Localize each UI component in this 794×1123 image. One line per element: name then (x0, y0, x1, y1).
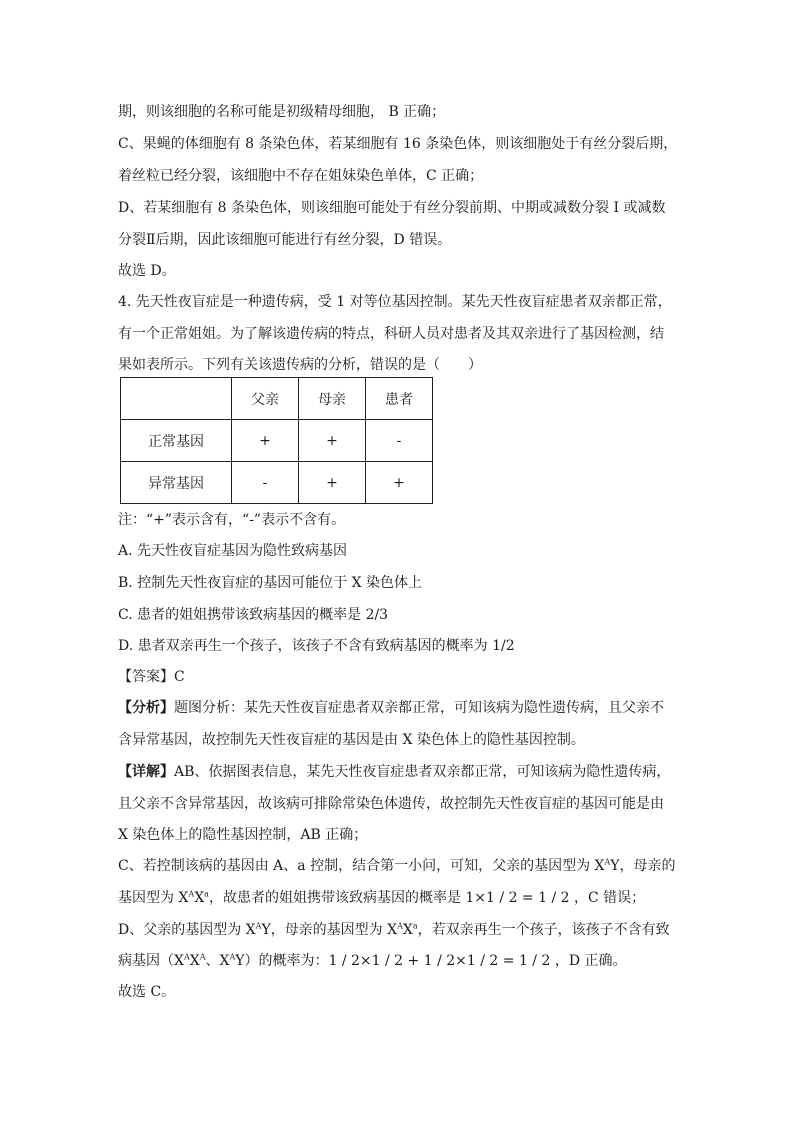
superscript: a (412, 921, 418, 931)
detail-label: 【详解】 (118, 764, 174, 780)
prev-line-2: C、果蝇的体细胞有 8 条染色体，若某细胞有 16 条染色体，则该细胞处于有丝分裂后期， (118, 136, 678, 152)
superscript: A (199, 952, 206, 962)
superscript: A (255, 921, 262, 931)
table-header-cell: 母亲 (299, 378, 366, 420)
superscript: A (397, 921, 403, 931)
analysis-line-1 (118, 698, 678, 718)
table-cell: + (299, 462, 366, 504)
analysis-line-2: 含异常基因，故控制先天性夜盲症的基因是由 X 染色体上的隐性基因控制。 (118, 732, 585, 748)
text-span: ，若双亲再生一个孩子，该孩子不含有致 (417, 922, 670, 938)
option-a: A. 先天性夜盲症基因为隐性致病基因 (118, 543, 348, 559)
table-cell: 正常基因 (121, 420, 232, 462)
detail-line-2: 且父亲不含异常基因，故该病可排除常染色体遗传，故控制先天性夜盲症的基因可能是由 (118, 796, 664, 812)
table-header-cell: 患者 (366, 378, 433, 420)
text-span: C、若控制该病的基因由 A、a 控制，结合第一小问，可知，父亲的基因型为 X (118, 858, 605, 874)
table-cell: + (299, 420, 366, 462)
text-span: X (402, 922, 413, 938)
table-note: 注：“+”表示含有，“-”表示不含有。 (118, 512, 346, 528)
analysis-text: 题图分析：某先天性夜盲症患者双亲都正常，可知该病为隐性遗传病，且父亲不 (174, 700, 664, 716)
text-span: 、X (205, 953, 230, 969)
detail-line-3: X 染色体上的隐性基因控制，AB 正确； (118, 827, 368, 843)
superscript: A (188, 889, 195, 899)
gene-test-table (120, 377, 433, 504)
answer-line: 【答案】C (118, 669, 185, 685)
question-4-line-2: 有一个正常姐姐。为了解该遗传病的特点，科研人员对患者及其双亲进行了基因检测，结 (118, 326, 664, 342)
text-span: D、父亲的基因型为 X (118, 922, 256, 938)
prev-line-3: 着丝粒已经分裂，该细胞中不存在姐妹染色单体，C 正确； (118, 168, 484, 184)
table-cell: - (232, 462, 299, 504)
text-span: Y，母亲的 (610, 858, 676, 874)
table-header-cell (121, 378, 232, 420)
table-row (121, 420, 433, 462)
detail-c-line-1 (118, 856, 678, 876)
table-cell: 异常基因 (121, 462, 232, 504)
question-4-line-1: 4. 先天性夜盲症是一种遗传病，受 1 对等位基因控制。某先天性夜盲症患者双亲都正常， (118, 294, 672, 310)
option-d: D. 患者双亲再生一个孩子，该孩子不含有致病基因的概率为 1/2 (118, 638, 515, 654)
question-4-line-3: 果如表所示。下列有关该遗传病的分析，错误的是（ ） (118, 357, 482, 373)
text-span: ，故患者的姐姐携带该致病基因的概率是 1×1 / 2 = 1 / 2 ，C 错误； (208, 890, 646, 906)
superscript: a (204, 889, 209, 899)
table-cell: + (366, 462, 433, 504)
prev-line-6: 故选 D。 (118, 263, 176, 279)
detail-end: 故选 C。 (118, 984, 176, 1000)
table-cell: - (366, 420, 433, 462)
text-span: 基因型为 X (118, 890, 189, 906)
text-span: Y）的概率为：1 / 2×1 / 2 + 1 / 2×1 / 2 = 1 / 2 ，D 正确。 (235, 953, 627, 969)
table-cell: + (232, 420, 299, 462)
detail-c-line-2 (118, 888, 678, 908)
prev-line-4: D、若某细胞有 8 条染色体，则该细胞可能处于有丝分裂前期、中期或减数分裂 I 或减数 (118, 200, 666, 216)
superscript: A (604, 857, 611, 867)
text-span: X (194, 890, 205, 906)
detail-d-line-2 (118, 951, 678, 971)
analysis-label: 【分析】 (118, 700, 174, 716)
table-header-row (121, 378, 433, 420)
detail-text: AB、依据图表信息，某先天性夜盲症患者双亲都正常，可知该病为隐性遗传病， (174, 764, 671, 780)
prev-line-1: 期，则该细胞的名称可能是初级精母细胞， B 正确； (118, 104, 446, 120)
detail-line-1 (118, 762, 678, 782)
option-b: B. 控制先天性夜盲症的基因可能位于 X 染色体上 (118, 575, 423, 591)
superscript: A (183, 952, 190, 962)
text-span: 病基因（X (118, 953, 184, 969)
table-row (121, 462, 433, 504)
detail-d-line-1 (118, 920, 678, 940)
prev-line-5: 分裂Ⅱ后期，因此该细胞可能进行有丝分裂，D 错误。 (118, 232, 452, 248)
table-header-cell: 父亲 (232, 378, 299, 420)
option-c: C. 患者的姐姐携带该致病基因的概率是 2/3 (118, 607, 389, 623)
text-span: Y，母亲的基因型为 X (261, 922, 398, 938)
text-span: X (189, 953, 200, 969)
superscript: A (229, 952, 236, 962)
